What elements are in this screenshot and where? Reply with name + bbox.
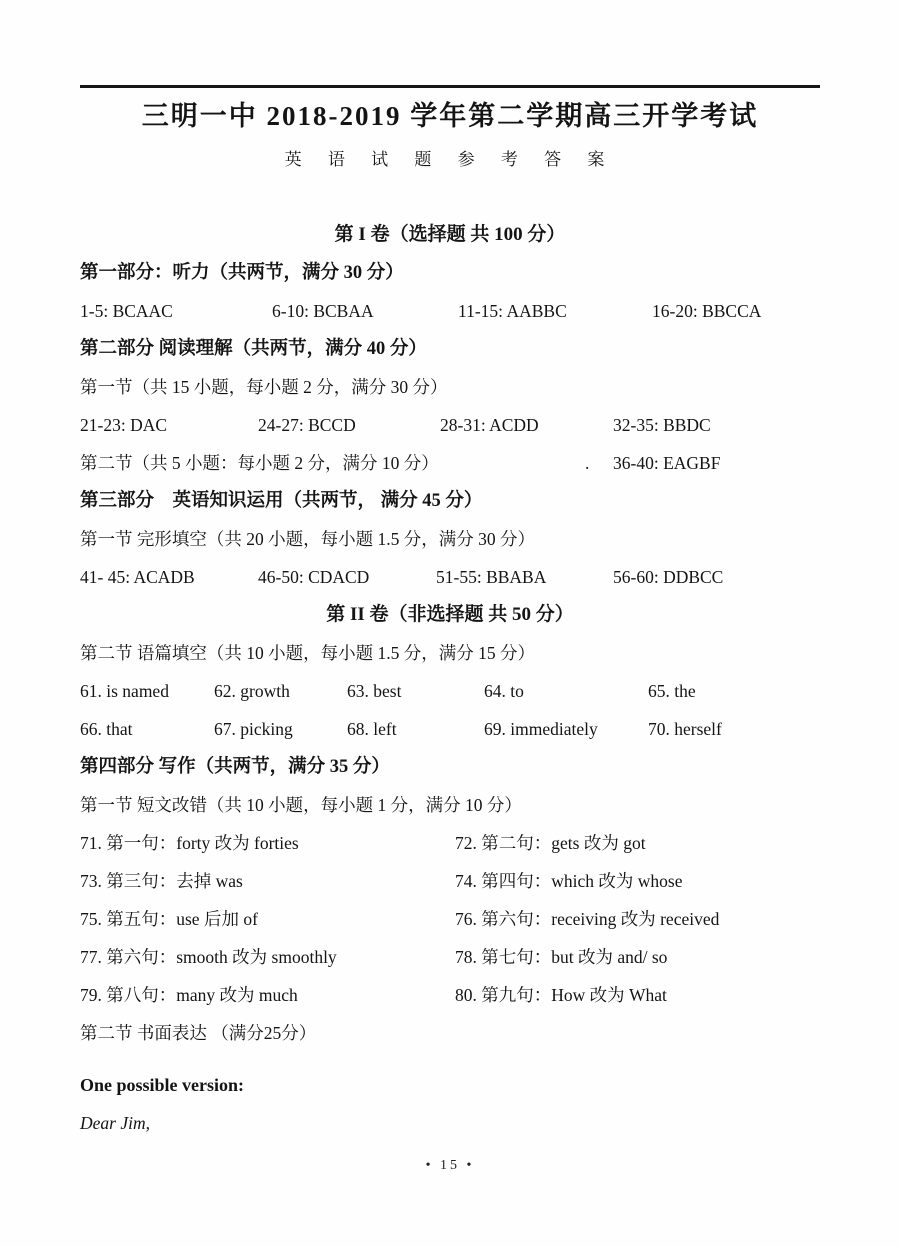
reading-section2-row [80,444,820,482]
correction-row [80,900,820,938]
answer-cell: 46-50: CDACD [258,567,370,587]
answer-cell: 36-40: EAGBF [613,453,721,473]
answer-cell: 6-10: BCBAA [272,301,374,321]
reading-section1-note: 第一节（共 15 小题，每小题 2 分，满分 30 分） [80,377,448,397]
writing-heading: 第四部分 写作（共两节，满分 35 分） [80,757,390,777]
answer-cell: 41- 45: ACADB [80,567,195,587]
answer-cell: 28-31: ACDD [440,415,539,435]
volume1-heading: 第 I 卷（选择题 共 100 分） [334,224,566,245]
letter-salutation: Dear Jim, [80,1113,150,1133]
reading-section1-answers-row [80,406,820,444]
answer-cell: 67. picking [214,719,293,739]
language-use-heading: 第三部分 英语知识运用（共两节， 满分 45 分） [80,491,483,511]
listening-answers-row [80,292,820,330]
correction-cell: 75. 第五句：use 后加 of [80,909,258,929]
correction-row [80,938,820,976]
correction-note: 第一节 短文改错（共 10 小题，每小题 1 分，满分 10 分） [80,795,522,815]
answer-cell: 70. herself [648,719,722,739]
essay-note: 第二节 书面表达 （满分25分） [80,1023,317,1043]
correction-row [80,824,820,862]
correction-cell: 72. 第二句：gets 改为 got [455,833,646,853]
correction-cell: 76. 第六句：receiving 改为 received [455,909,720,929]
answer-cell: 51-55: BBABA [436,567,547,587]
stray-dot: . [585,453,590,473]
correction-row [80,862,820,900]
sample-version-label: One possible version: [80,1075,245,1095]
correction-cell: 78. 第七句：but 改为 and/ so [455,947,668,967]
page-subtitle: 英 语 试 题 参 考 答 案 [284,150,616,169]
correction-cell: 79. 第八句：many 改为 much [80,985,298,1005]
answer-cell: 62. growth [214,681,290,701]
correction-row [80,976,820,1014]
answer-cell: 1-5: BCAAC [80,301,173,321]
answer-cell: 24-27: BCCD [258,415,356,435]
listening-heading: 第一部分：听力（共两节，满分 30 分） [80,263,404,283]
cloze-answers-row [80,558,820,596]
answer-cell: 69. immediately [484,719,598,739]
answer-cell: 66. that [80,719,133,739]
correction-cell: 71. 第一句：forty 改为 forties [80,833,299,853]
correction-cell: 77. 第六句：smooth 改为 smoothly [80,947,337,967]
answer-cell: 64. to [484,681,524,701]
answer-cell: 21-23: DAC [80,415,168,435]
gap-filling-row2 [80,710,820,748]
header-rule [80,85,820,88]
answer-cell: 16-20: BBCCA [652,301,762,321]
cloze-note: 第一节 完形填空（共 20 小题，每小题 1.5 分，满分 30 分） [80,529,535,549]
answer-cell: 11-15: AABBC [458,301,567,321]
answer-cell: 61. is named [80,681,169,701]
correction-cell: 80. 第九句：How 改为 What [455,985,667,1005]
correction-cell: 74. 第四句：which 改为 whose [455,871,683,891]
correction-cell: 73. 第三句：去掉 was [80,871,243,891]
volume2-heading: 第 II 卷（非选择题 共 50 分） [326,604,574,625]
reading-heading: 第二部分 阅读理解（共两节，满分 40 分） [80,339,427,359]
answer-cell: 68. left [347,719,397,739]
answer-cell: 32-35: BBDC [613,415,711,435]
answer-cell: 56-60: DDBCC [613,567,724,587]
gap-filling-note: 第二节 语篇填空（共 10 小题，每小题 1.5 分，满分 15 分） [80,643,535,663]
gap-filling-row1 [80,672,820,710]
page-title: 三明一中 2018-2019 学年第二学期高三开学考试 [141,101,759,131]
reading-section2-note: 第二节（共 5 小题：每小题 2 分，满分 10 分） [80,453,439,473]
answer-cell: 63. best [347,681,402,701]
page-number: • 15 • [425,1158,475,1173]
answer-cell: 65. the [648,681,696,701]
